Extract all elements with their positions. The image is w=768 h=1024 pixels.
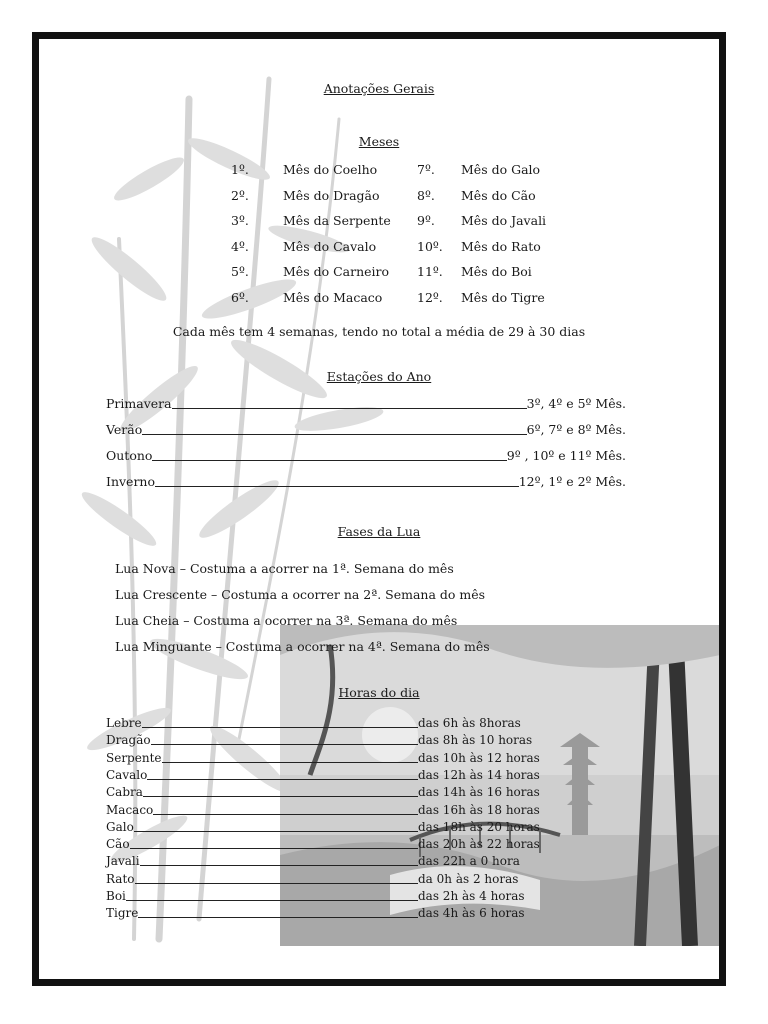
hour-row	[106, 803, 538, 817]
season-months: 12º, 1º e 2º Mês.	[518, 474, 626, 489]
image-caption: "A JAPANESE MORNING"	[592, 964, 709, 973]
months-note: Cada mês tem 4 semanas, tendo no total a média de 29 à 30 dias	[172, 324, 586, 339]
page-frame	[32, 32, 726, 986]
month-name: Mês do Macaco	[283, 289, 383, 305]
hour-range: das 18h às 20 horas	[418, 819, 540, 834]
leader-line	[172, 408, 527, 409]
season-row	[106, 396, 626, 412]
leader-line	[135, 883, 418, 884]
month-number: 4º.	[231, 238, 249, 254]
month-number: 3º.	[231, 213, 249, 228]
month-name: Mês da Serpente	[283, 213, 391, 228]
leader-line	[142, 434, 526, 435]
hour-range: das 10h às 12 horas	[418, 750, 540, 765]
month-name: Mês do Carneiro	[283, 264, 390, 279]
month-number: 2º.	[231, 187, 249, 203]
month-number: 11º.	[417, 264, 443, 279]
season-months: 6º, 7º e 8º Mês.	[526, 422, 626, 437]
moon-phase-item: Lua Nova – Costuma a acorrer na 1ª. Semana do mês	[115, 561, 454, 576]
hour-row	[106, 854, 538, 868]
month-name: Mês do Dragão	[283, 187, 380, 203]
leader-line	[162, 762, 419, 763]
season-name: Primavera	[106, 396, 172, 411]
animal-name: Cão	[106, 837, 130, 852]
seasons-heading: Estações do Ano	[326, 369, 432, 384]
hour-row	[106, 906, 538, 920]
animal-name: Cabra	[106, 785, 143, 800]
month-number: 8º.	[417, 187, 435, 203]
leader-line	[126, 900, 418, 901]
hour-row	[106, 837, 538, 851]
season-months: 9º , 10º e 11º Mês.	[506, 448, 626, 463]
hour-range: das 4h às 6 horas	[418, 906, 525, 921]
hour-range: das 8h às 10 horas	[418, 733, 533, 748]
month-name: Mês do Cão	[461, 187, 536, 203]
hour-range: das 12h às 14 horas	[418, 767, 540, 782]
season-row	[106, 474, 626, 490]
leader-line	[147, 779, 418, 780]
season-months: 3º, 4º e 5º Mês.	[526, 396, 626, 411]
hour-range: das 6h às 8horas	[418, 716, 521, 730]
season-name: Outono	[106, 448, 153, 463]
month-number: 10º.	[417, 238, 443, 254]
hour-range: da 0h às 2 horas	[418, 871, 519, 886]
month-number: 7º.	[417, 162, 435, 177]
leader-line	[140, 865, 418, 866]
animal-name: Serpente	[106, 750, 162, 765]
month-name: Mês do Tigre	[461, 289, 545, 305]
animal-name: Macaco	[106, 802, 154, 817]
leader-line	[151, 744, 418, 745]
season-name: Verão	[106, 422, 143, 437]
page-title: Anotações Gerais	[323, 81, 435, 96]
hour-row	[106, 785, 538, 799]
leader-line	[130, 848, 418, 849]
hour-row	[106, 733, 538, 747]
hour-row	[106, 716, 538, 730]
animal-name: Cavalo	[106, 767, 148, 782]
leader-line	[134, 831, 418, 832]
hour-row	[106, 768, 538, 782]
moon-phase-item: Lua Minguante – Costuma a ocorrer na 4ª. Semana do mês	[115, 639, 490, 654]
month-name: Mês do Rato	[461, 238, 541, 254]
animal-name: Tigre	[106, 906, 139, 921]
hour-range: das 22h a 0 hora	[418, 854, 520, 869]
hour-row	[106, 889, 538, 903]
month-number: 12º.	[417, 289, 443, 305]
months-heading: Meses	[358, 134, 400, 149]
month-name: Mês do Boi	[461, 264, 532, 279]
moon-phase-item: Lua Cheia – Costuma a ocorrer na 3ª. Semana do mês	[115, 613, 458, 628]
season-row	[106, 448, 626, 464]
month-name: Mês do Galo	[461, 162, 541, 177]
leader-line	[155, 486, 519, 487]
animal-name: Javali	[106, 854, 140, 869]
season-name: Inverno	[106, 474, 155, 489]
moon-phase-item: Lua Crescente – Costuma a ocorrer na 2ª. Semana do mês	[115, 587, 486, 602]
month-name: Mês do Coelho	[283, 162, 378, 177]
hour-range: das 20h às 22 horas	[418, 837, 540, 852]
month-number: 5º.	[231, 264, 249, 279]
leader-line	[142, 727, 418, 728]
month-number: 1º.	[231, 162, 249, 177]
month-number: 6º.	[231, 289, 249, 305]
month-name: Mês do Cavalo	[283, 238, 377, 254]
animal-name: Galo	[106, 819, 134, 834]
animal-name: Lebre	[106, 716, 142, 730]
hour-row	[106, 872, 538, 886]
animal-name: Boi	[106, 889, 126, 903]
animal-name: Dragão	[106, 733, 151, 748]
hour-range: das 2h às 4 horas	[418, 889, 525, 903]
season-row	[106, 422, 626, 438]
leader-line	[152, 460, 506, 461]
month-name: Mês do Javali	[461, 213, 547, 228]
hours-heading: Horas do dia	[338, 685, 420, 700]
animal-name: Rato	[106, 871, 135, 886]
leader-line	[143, 796, 418, 797]
hour-row	[106, 751, 538, 765]
leader-line	[138, 917, 418, 918]
moon-phases-heading: Fases da Lua	[337, 524, 421, 539]
hour-range: das 14h às 16 horas	[418, 785, 540, 800]
hour-row	[106, 820, 538, 834]
month-number: 9º.	[417, 213, 435, 228]
hour-range: das 16h às 18 horas	[418, 802, 540, 817]
leader-line	[153, 814, 418, 815]
